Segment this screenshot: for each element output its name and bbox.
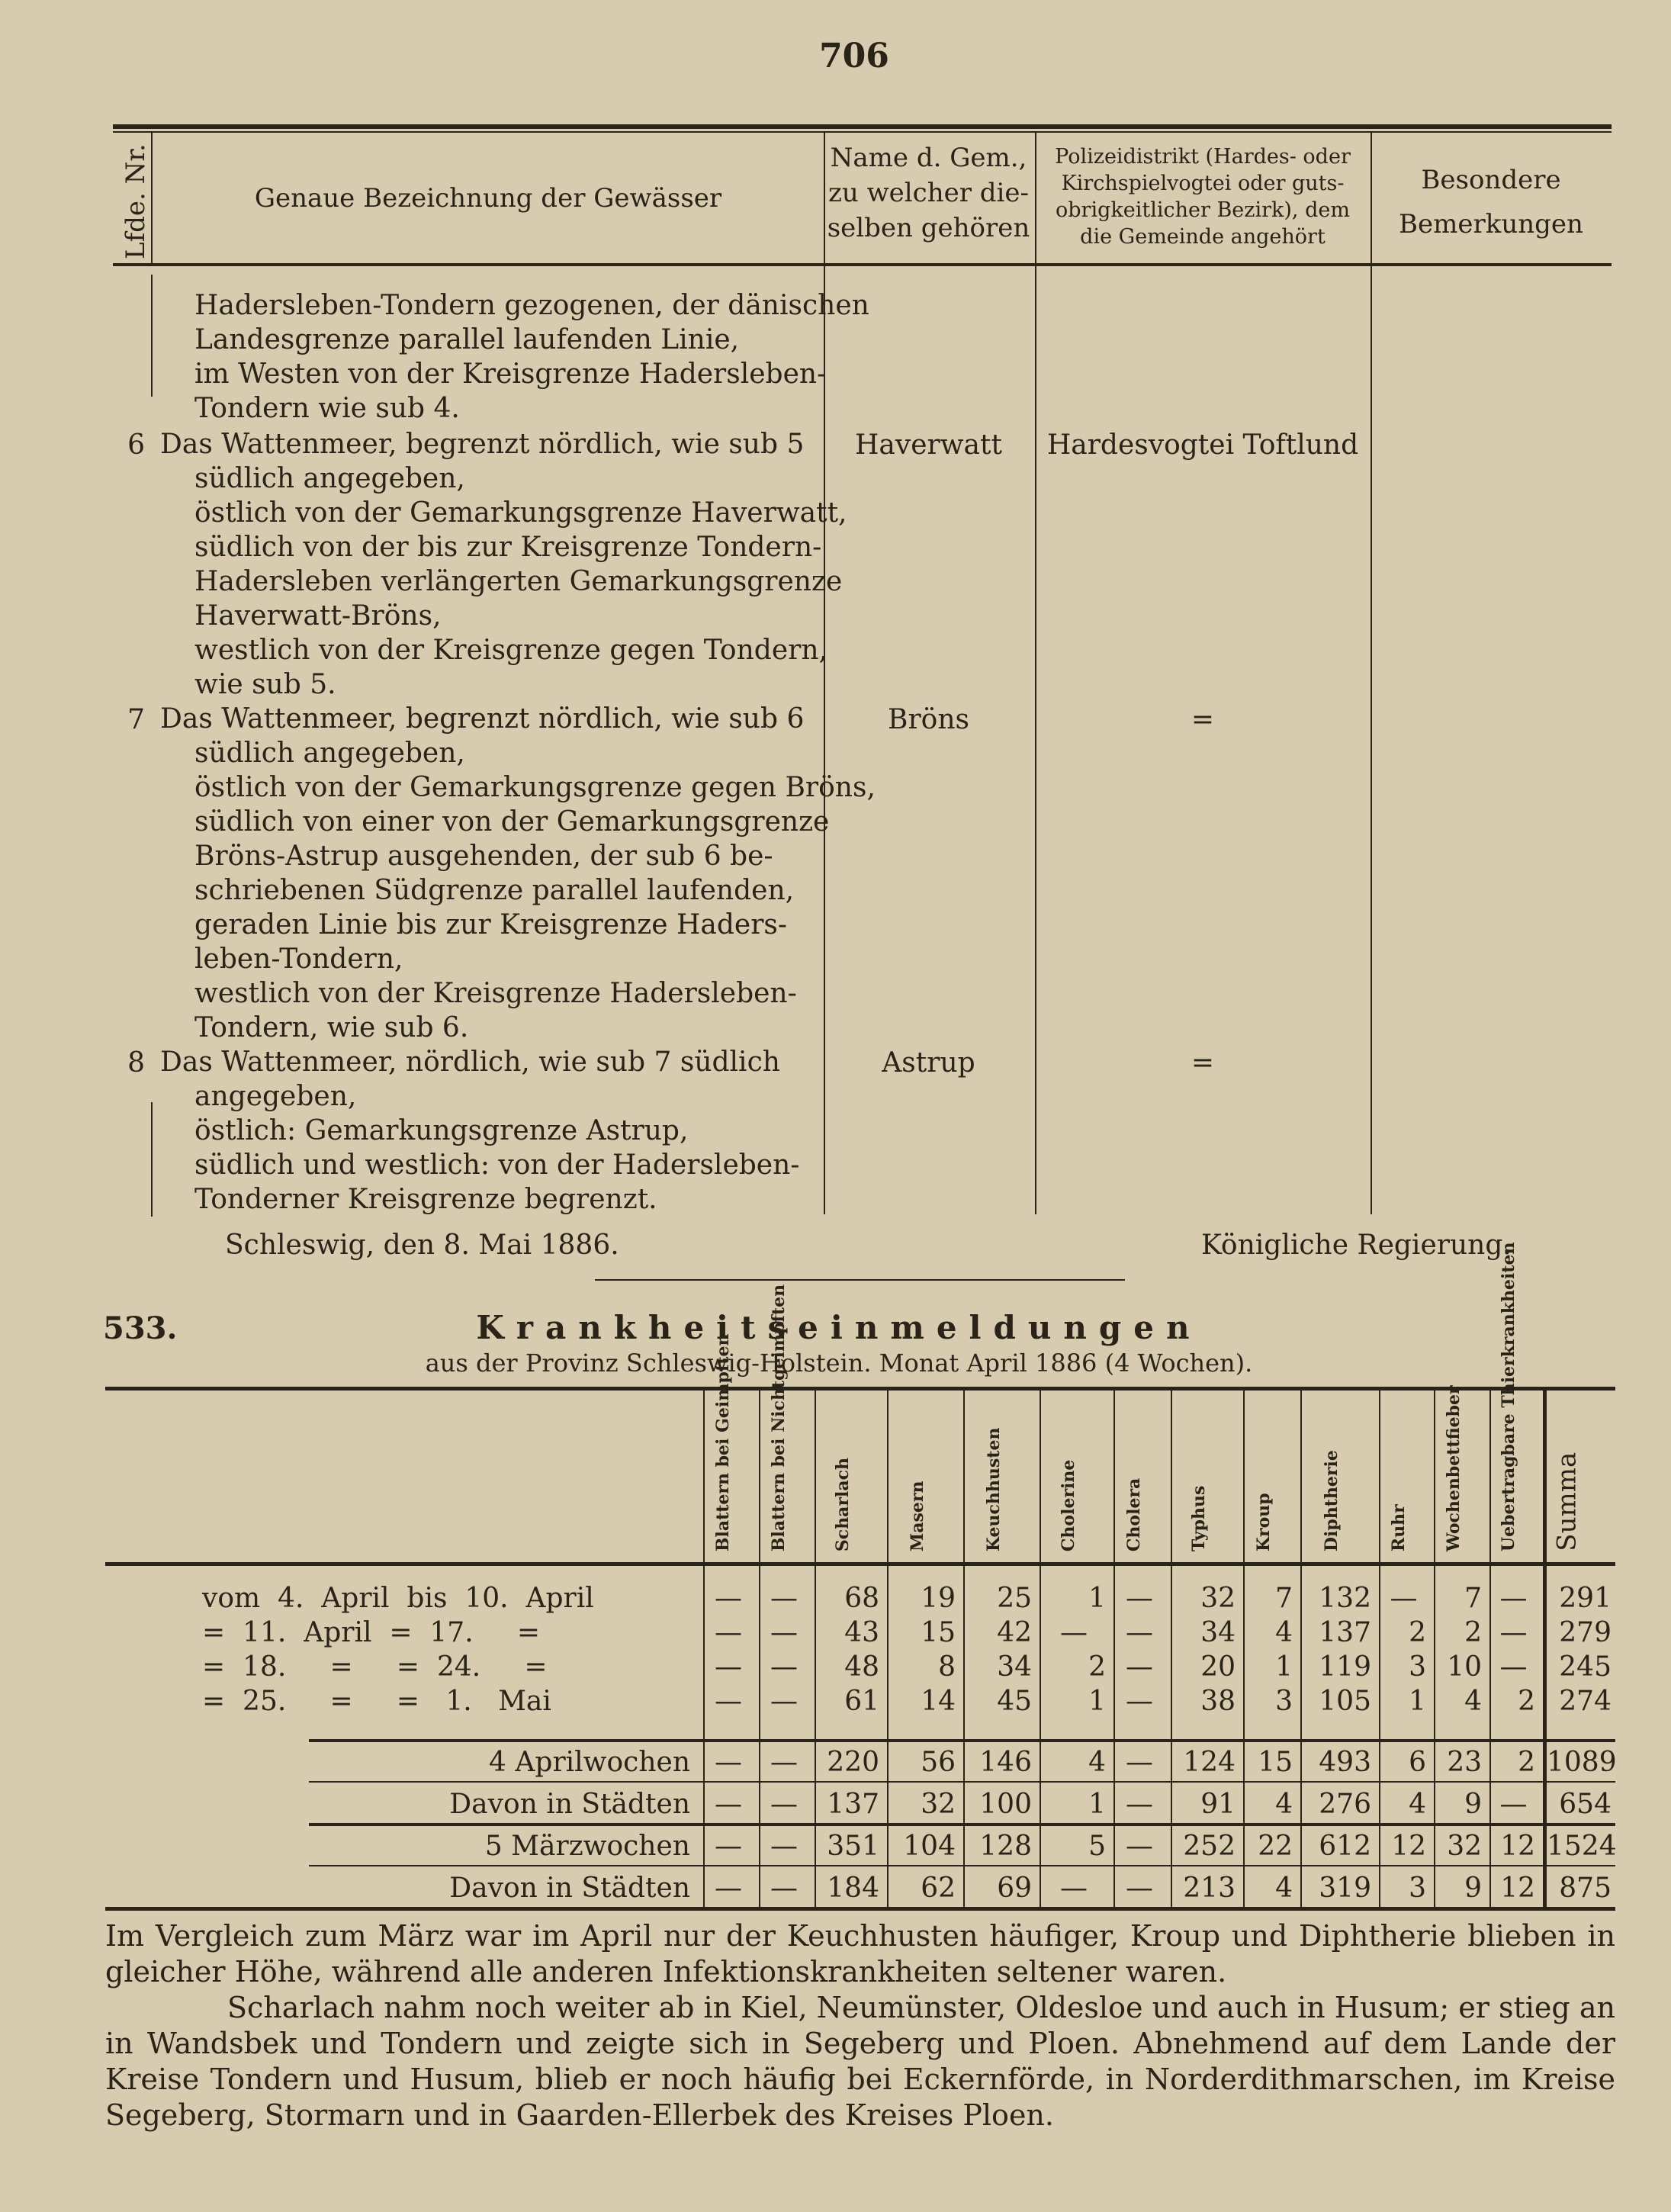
col-divider [815, 1391, 816, 1907]
table-cell: 7 [1464, 1583, 1482, 1614]
entry-polizeidistrikt: Hardesvogtei Toftlund [1046, 429, 1359, 461]
table-cell: 3 [1409, 1873, 1426, 1904]
table-cell: 19 [921, 1583, 956, 1614]
table-cell: 61 [844, 1686, 879, 1717]
table-cell: 34 [1200, 1617, 1236, 1648]
table-cell: 137 [1319, 1617, 1371, 1648]
table-cell: — [1126, 1873, 1153, 1904]
table-cell: 12 [1391, 1831, 1426, 1862]
table-cell: 3 [1275, 1686, 1293, 1717]
column-header: Keuchhusten [983, 1427, 1004, 1551]
table-cell: 104 [903, 1831, 956, 1862]
column-header: Scharlach [832, 1457, 853, 1551]
table-cell: 45 [997, 1686, 1032, 1717]
table-cell: 184 [827, 1873, 879, 1904]
table-cell: 1 [1088, 1583, 1106, 1614]
table-cell: — [715, 1747, 742, 1778]
disease-table-rule [309, 1823, 1615, 1826]
col-divider [1434, 1391, 1435, 1907]
col-divider [759, 1391, 760, 1907]
section-divider [595, 1279, 1125, 1281]
table-cell: 119 [1319, 1651, 1371, 1683]
table-cell: — [1499, 1617, 1528, 1648]
top-table-header-rule [113, 263, 1612, 266]
column-header: Blattern bei Nichtgeimpften [768, 1284, 789, 1551]
col-divider [151, 1102, 153, 1217]
table-cell: 291 [1559, 1583, 1612, 1614]
table-cell: — [715, 1686, 742, 1717]
column-header: Kroup [1253, 1493, 1274, 1551]
col-divider [1371, 131, 1372, 1214]
entry-line: Das Wattenmeer, begrenzt nördlich, wie sub 5 [160, 429, 805, 460]
column-header: Cholerine [1058, 1459, 1078, 1551]
row-label: 5 Märzwochen [484, 1831, 690, 1862]
table-cell: 32 [1447, 1831, 1482, 1862]
entry-line: Hadersleben verlängerten Gemarkungsgrenze [194, 566, 843, 597]
table-cell: — [770, 1651, 798, 1683]
table-cell: — [1126, 1686, 1153, 1717]
disease-table-rule [309, 1781, 1615, 1783]
entry-line: leben-Tondern, [194, 944, 403, 975]
table-cell: 9 [1464, 1873, 1482, 1904]
table-cell: 15 [1258, 1747, 1293, 1778]
paragraph: Im Vergleich zum März war im April nur der Keuchhusten häufiger, Kroup und Diphtherie blieben in gleicher Höhe, während alle anderen Infektionskrankheiten seltener waren. [105, 1919, 1615, 1989]
entry-line: südlich angegeben, [194, 738, 465, 769]
table-cell: 34 [997, 1651, 1032, 1683]
col-divider [1489, 1391, 1491, 1907]
column-header: Masern [907, 1481, 927, 1551]
place-date: Schleswig, den 8. Mai 1886. [225, 1230, 619, 1261]
table-cell: — [715, 1873, 742, 1904]
table-cell: 4 [1409, 1789, 1426, 1820]
table-cell: 38 [1200, 1686, 1236, 1717]
table-cell: — [770, 1831, 798, 1862]
table-cell: 245 [1559, 1651, 1612, 1683]
entry-line: Haverwatt-Bröns, [194, 600, 442, 632]
table-cell: 279 [1559, 1617, 1612, 1648]
table-cell: 8 [938, 1651, 956, 1683]
table-cell: 1 [1088, 1686, 1106, 1717]
table-cell: 20 [1200, 1651, 1236, 1683]
entry-line: südlich von der bis zur Kreisgrenze Tondern- [194, 532, 822, 563]
table-cell: — [770, 1789, 798, 1820]
section-subtitle: aus der Provinz Schleswig-Holstein. Monat April 1886 (4 Wochen). [425, 1349, 1253, 1378]
table-cell: — [1390, 1583, 1418, 1614]
table-cell: 48 [844, 1651, 879, 1683]
disease-table-header-rule [105, 1562, 1615, 1566]
entry-line: angegeben, [194, 1081, 357, 1112]
entry-line: Tonderner Kreisgrenze begrenzt. [194, 1184, 657, 1215]
table-cell: 4 [1275, 1617, 1293, 1648]
entry-line: südlich angegeben, [194, 463, 465, 494]
table-cell: 132 [1319, 1583, 1371, 1614]
table-cell: 1524 [1547, 1831, 1617, 1862]
column-header: Cholera [1123, 1477, 1144, 1551]
table-cell: — [1499, 1583, 1528, 1614]
row-label: = 18. = = 24. = [202, 1651, 548, 1683]
table-cell: 1 [1409, 1686, 1426, 1717]
table-cell: — [1126, 1617, 1153, 1648]
table-cell: — [770, 1686, 798, 1717]
col-divider [1113, 1391, 1115, 1907]
table-cell: 5 [1088, 1831, 1106, 1862]
table-cell: 4 [1275, 1789, 1293, 1820]
table-cell: — [770, 1617, 798, 1648]
table-cell: — [1060, 1873, 1088, 1904]
table-cell: 3 [1409, 1651, 1426, 1683]
entry-line: Bröns-Astrup ausgehenden, der sub 6 be- [194, 841, 773, 872]
table-cell: — [770, 1873, 798, 1904]
table-cell: 9 [1464, 1789, 1482, 1820]
header-bezeichnung: Genaue Bezeichnung der Gewässer [254, 183, 722, 214]
table-cell: 62 [921, 1873, 956, 1904]
section-number: 533. [103, 1310, 178, 1346]
table-cell: 124 [1183, 1747, 1236, 1778]
table-cell: 68 [844, 1583, 879, 1614]
entry-number: 6 [127, 429, 145, 461]
continuation-line: Tondern wie sub 4. [194, 393, 460, 424]
col-divider [1379, 1391, 1380, 1907]
table-cell: — [715, 1831, 742, 1862]
entry-line: Tondern, wie sub 6. [194, 1012, 469, 1043]
table-cell: 2 [1518, 1686, 1535, 1717]
disease-table-rule [309, 1865, 1615, 1866]
row-label: Davon in Städten [449, 1873, 690, 1904]
authority: Königliche Regierung. [1201, 1230, 1512, 1261]
column-header: Uebertragbare Thierkrankheiten [1498, 1242, 1518, 1551]
top-table-border [113, 124, 1612, 129]
table-cell: — [1126, 1747, 1153, 1778]
disease-table-rule [309, 1739, 1615, 1742]
table-cell: 2 [1088, 1651, 1106, 1683]
col-divider [1300, 1391, 1302, 1907]
col-divider [703, 1391, 705, 1907]
table-cell: 32 [1200, 1583, 1236, 1614]
table-cell: — [1126, 1651, 1153, 1683]
table-cell: 25 [997, 1583, 1032, 1614]
table-cell: 6 [1409, 1747, 1426, 1778]
table-cell: 69 [997, 1873, 1032, 1904]
table-cell: 137 [827, 1789, 879, 1820]
column-header: Blattern bei Geimpften [712, 1333, 733, 1551]
entry-line: westlich von der Kreisgrenze Hadersleben- [194, 978, 797, 1009]
column-header: Diphtherie [1321, 1450, 1342, 1551]
entry-gemeinde: Astrup [882, 1047, 975, 1079]
top-table-border-thin [113, 131, 1612, 133]
header-polizeidistrikt: Polizeidistrikt (Hardes- oder Kirchspielvogtei oder guts- obrigkeitlicher Bezirk), dem die Gemeinde angehört [1055, 145, 1351, 249]
column-header: Ruhr [1388, 1504, 1409, 1551]
col-divider [1040, 1391, 1041, 1907]
table-cell: 12 [1500, 1831, 1535, 1862]
continuation-line: Hadersleben-Tondern gezogenen, der dänischen [194, 290, 869, 321]
table-cell: 493 [1319, 1747, 1371, 1778]
row-label: = 11. April = 17. = [202, 1617, 541, 1648]
entry-gemeinde: Haverwatt [855, 429, 1002, 461]
col-divider [963, 1391, 965, 1907]
table-cell: — [770, 1747, 798, 1778]
paragraph: Scharlach nahm noch weiter ab in Kiel, Neumünster, Oldesloe und auch in Husum; er stieg an in Wandsbek und Tondern und zeigte sich in Segeberg und Ploen. Abnehmend auf dem Lande der Kreise Tondern und Husum, blieb er noch häufig bei Eckernförde, in Norderdithmarschen, im Kreise Segeberg, Stormarn und in Gaarden-Ellerbek des Kreises Ploen. [105, 1991, 1615, 2132]
table-cell: — [770, 1583, 798, 1614]
table-cell: 23 [1447, 1747, 1482, 1778]
row-label: = 25. = = 1. Mai [202, 1686, 551, 1717]
continuation-line: Landesgrenze parallel laufenden Linie, [194, 324, 740, 355]
col-divider [1171, 1391, 1172, 1907]
entry-number: 7 [127, 704, 145, 735]
entry-line: südlich und westlich: von der Hadersleben- [194, 1149, 800, 1181]
entry-line: wie sub 5. [194, 669, 336, 700]
row-label: vom 4. April bis 10. April [202, 1583, 594, 1614]
table-cell: — [715, 1617, 742, 1648]
column-header-summa: Summa [1551, 1452, 1583, 1551]
table-cell: 1089 [1547, 1747, 1617, 1778]
table-cell: 91 [1200, 1789, 1236, 1820]
table-cell: 274 [1559, 1686, 1612, 1717]
entry-line: Das Wattenmeer, begrenzt nördlich, wie sub 6 [160, 703, 805, 735]
entry-line: östlich von der Gemarkungsgrenze Haverwatt, [194, 497, 847, 529]
entry-line: südlich von einer von der Gemarkungsgrenze [194, 806, 830, 838]
table-cell: 1 [1088, 1789, 1106, 1820]
table-cell: — [1060, 1617, 1088, 1648]
table-cell: 100 [979, 1789, 1032, 1820]
table-cell: — [1126, 1831, 1153, 1862]
continuation-line: im Westen von der Kreisgrenze Hadersleben- [194, 358, 827, 390]
table-cell: — [1499, 1789, 1528, 1820]
table-cell: 213 [1183, 1873, 1236, 1904]
table-cell: 2 [1409, 1617, 1426, 1648]
entry-polizeidistrikt: = [1191, 1047, 1215, 1079]
row-label: 4 Aprilwochen [489, 1747, 690, 1778]
table-cell: 105 [1319, 1686, 1371, 1717]
table-cell: 252 [1183, 1831, 1236, 1862]
row-label: Davon in Städten [449, 1789, 690, 1820]
page-number: 706 [819, 37, 889, 76]
table-cell: — [715, 1583, 742, 1614]
disease-table-top-border [105, 1387, 1615, 1391]
table-cell: 43 [844, 1617, 879, 1648]
table-cell: — [1126, 1789, 1153, 1820]
table-cell: 7 [1275, 1583, 1293, 1614]
table-cell: — [715, 1651, 742, 1683]
table-cell: 319 [1319, 1873, 1371, 1904]
entry-line: Das Wattenmeer, nördlich, wie sub 7 südlich [160, 1047, 780, 1078]
header-lfde-nr: Lfde. Nr. [121, 143, 151, 259]
col-divider [1243, 1391, 1245, 1907]
entry-gemeinde: Bröns [888, 704, 969, 735]
table-cell: — [1499, 1651, 1528, 1683]
column-header: Wochenbettfieber [1443, 1385, 1464, 1551]
disease-table-bottom-border [105, 1907, 1615, 1911]
table-cell: 146 [979, 1747, 1032, 1778]
table-cell: — [1126, 1583, 1153, 1614]
table-cell: 12 [1500, 1873, 1535, 1904]
table-cell: 4 [1275, 1873, 1293, 1904]
table-cell: 875 [1559, 1873, 1612, 1904]
table-cell: 4 [1088, 1747, 1106, 1778]
table-cell: 4 [1464, 1686, 1482, 1717]
section-title: Krankheitseinmeldungen [476, 1309, 1202, 1346]
entry-number: 8 [127, 1047, 145, 1079]
entry-line: östlich: Gemarkungsgrenze Astrup, [194, 1115, 689, 1146]
table-cell: 56 [921, 1747, 956, 1778]
col-divider [151, 275, 153, 397]
table-cell: — [715, 1789, 742, 1820]
table-cell: 220 [827, 1747, 879, 1778]
table-cell: 1 [1275, 1651, 1293, 1683]
table-cell: 2 [1518, 1747, 1535, 1778]
entry-line: östlich von der Gemarkungsgrenze gegen Bröns, [194, 772, 876, 803]
table-cell: 14 [921, 1686, 956, 1717]
header-bemerkungen: Besondere Bemerkungen [1399, 165, 1583, 240]
entry-line: westlich von der Kreisgrenze gegen Tondern, [194, 635, 827, 666]
table-cell: 128 [979, 1831, 1032, 1862]
table-cell: 22 [1258, 1831, 1293, 1862]
entry-line: geraden Linie bis zur Kreisgrenze Haders- [194, 909, 788, 940]
table-cell: 42 [997, 1617, 1032, 1648]
table-cell: 612 [1319, 1831, 1371, 1862]
entry-polizeidistrikt: = [1191, 704, 1215, 735]
col-divider [887, 1391, 889, 1907]
table-cell: 10 [1447, 1651, 1482, 1683]
table-cell: 654 [1559, 1789, 1612, 1820]
column-header: Typhus [1188, 1485, 1209, 1551]
table-cell: 351 [827, 1831, 879, 1862]
table-cell: 32 [921, 1789, 956, 1820]
table-cell: 2 [1464, 1617, 1482, 1648]
header-name-gemeinde: Name d. Gem., zu welcher die- selben gehören [827, 143, 1030, 243]
table-cell: 15 [921, 1617, 956, 1648]
entry-line: schriebenen Südgrenze parallel laufenden, [194, 875, 795, 906]
table-cell: 276 [1319, 1789, 1371, 1820]
